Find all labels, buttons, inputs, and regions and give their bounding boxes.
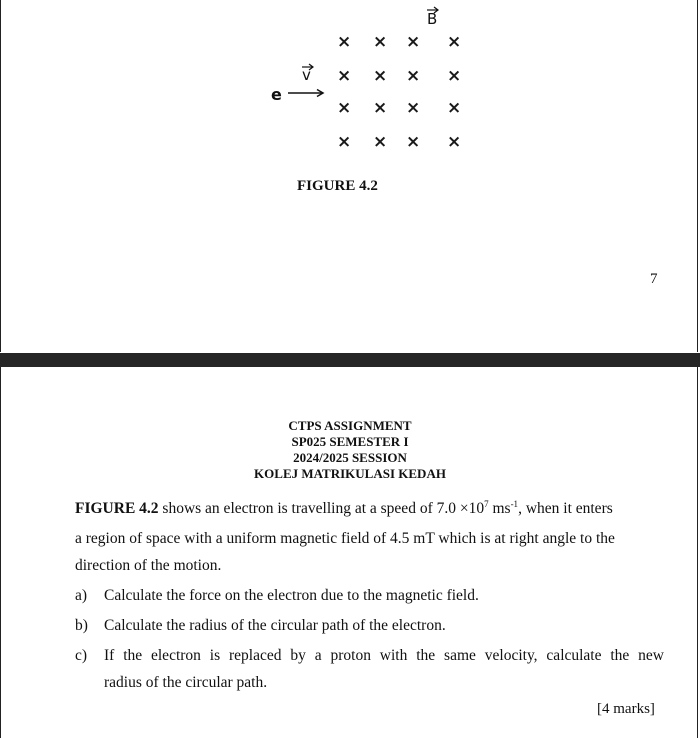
header-session: 2024/2025 SESSION xyxy=(293,450,407,465)
question-intro-line2: a region of space with a uniform magnetic field of 4.5 mT which is at right angle to the xyxy=(75,530,615,547)
field-cross-mark: × xyxy=(373,98,388,118)
field-vector-arrow-icon xyxy=(426,6,440,14)
intro-continuation: , when it enters xyxy=(518,500,613,517)
field-cross-mark: × xyxy=(373,132,388,152)
page-separator xyxy=(0,353,700,367)
field-cross-mark: × xyxy=(337,66,352,86)
field-cross-mark: × xyxy=(406,132,421,152)
header-assignment: CTPS ASSIGNMENT xyxy=(288,418,412,433)
magnetic-field-label: B xyxy=(427,10,438,28)
field-cross-mark: × xyxy=(337,132,352,152)
velocity-vector-arrow-icon xyxy=(301,63,315,71)
field-cross-mark: × xyxy=(337,98,352,118)
speed-unit: ms xyxy=(488,500,511,517)
field-cross-mark: × xyxy=(373,32,388,52)
previous-page xyxy=(0,0,698,352)
current-page xyxy=(0,367,698,738)
item-b-text: Calculate the radius of the circular path of the electron. xyxy=(104,617,446,634)
speed-exponent: 7 xyxy=(484,498,489,509)
speed-text: shows an electron is travelling at a speed of 7.0 ×10 xyxy=(158,500,485,517)
figure-reference: FIGURE 4.2 xyxy=(75,500,159,517)
header-semester: SP025 SEMESTER I xyxy=(291,434,409,449)
field-cross-mark: × xyxy=(406,98,421,118)
field-cross-mark: × xyxy=(337,32,352,52)
electron-label: e xyxy=(271,85,282,104)
item-b-label: b) xyxy=(75,617,88,634)
item-c-text: If the electron is replaced by a proton with the same velocity, calculate the new xyxy=(104,647,664,664)
page-number: 7 xyxy=(650,271,658,287)
item-c-label: c) xyxy=(75,647,88,664)
header-college: KOLEJ MATRIKULASI KEDAH xyxy=(254,466,446,481)
item-a-text: Calculate the force on the electron due to the magnetic field. xyxy=(104,587,479,604)
field-cross-mark: × xyxy=(447,66,462,86)
figure-caption: FIGURE 4.2 xyxy=(297,178,378,194)
field-cross-mark: × xyxy=(406,66,421,86)
marks-label: [4 marks] xyxy=(597,701,655,717)
field-cross-mark: × xyxy=(406,32,421,52)
electron-motion-arrow-icon xyxy=(288,88,326,98)
field-cross-mark: × xyxy=(447,132,462,152)
question-intro-line1 xyxy=(75,495,665,522)
unit-exponent: -1 xyxy=(510,498,519,509)
question-intro-line3: direction of the motion. xyxy=(75,557,222,574)
item-c-text-continued: radius of the circular path. xyxy=(104,674,268,691)
item-a-label: a) xyxy=(75,587,88,604)
field-cross-mark: × xyxy=(447,98,462,118)
velocity-label: v xyxy=(302,66,311,84)
field-cross-mark: × xyxy=(447,32,462,52)
field-cross-mark: × xyxy=(373,66,388,86)
